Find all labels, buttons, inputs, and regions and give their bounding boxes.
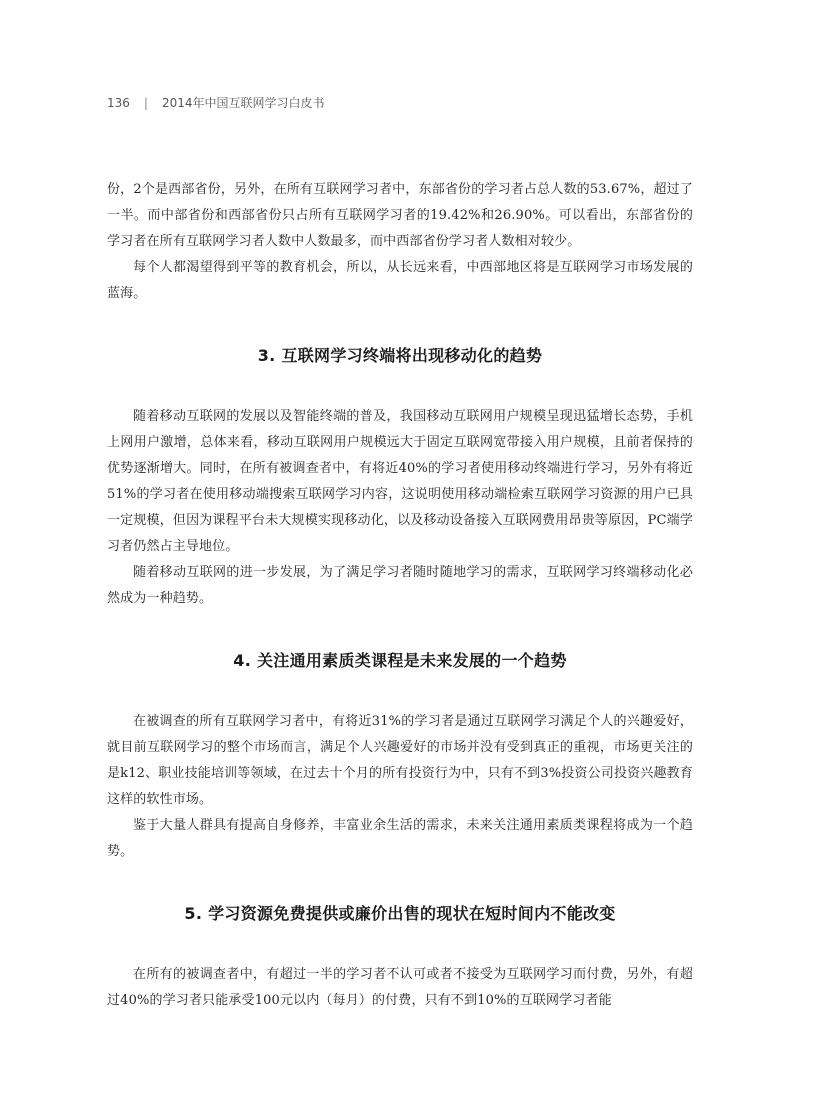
paragraph-payment-willingness: 在所有的被调查者中，有超过一半的学习者不认可或者不接受为互联网学习而付费，另外，有超过40%的学习者只能承受100元以内（每月）的付费，只有不到10%的互联网学习者能 [107, 967, 693, 1008]
paragraph-continuation: 份，2个是西部省份，另外，在所有互联网学习者中，东部省份的学习者占总人数的53.67%，超过了一半。而中部省份和西部省份只占所有互联网学习者的19.42%和26.90%。可以看出，东部省份的学习者在所有互联网学习者人数中人数最多，而中西部省份学习者人数相对较少。 [107, 182, 693, 249]
paragraph-interest-learning: 在被调查的所有互联网学习者中，有将近31%的学习者是通过互联网学习满足个人的兴趣爱好，就目前互联网学习的整个市场而言，满足个人兴趣爱好的市场并没有受到真正的重视，市场更关注的是k12、职业技能培训等领域，在过去十个月的所有投资行为中，只有不到3%投资公司投资兴趣教育这样的软性市场。 [107, 714, 693, 807]
page-body [107, 177, 693, 1014]
paragraph-mobile-conclusion: 随着移动互联网的进一步发展，为了满足学习者随时随地学习的需求，互联网学习终端移动化必然成为一种趋势。 [107, 565, 693, 606]
section-heading-free-resources: 5. 学习资源免费提供或廉价出售的现状在短时间内不能改变 [184, 904, 616, 923]
book-title: 2014年中国互联网学习白皮书 [161, 96, 325, 110]
header-separator: | [143, 96, 148, 110]
section-heading-general-courses: 4. 关注通用素质类课程是未来发展的一个趋势 [233, 651, 567, 670]
paragraph-general-courses-conclusion: 鉴于大量人群具有提高自身修养，丰富业余生活的需求，未来关注通用素质类课程将成为一个趋势。 [107, 818, 693, 859]
page-number: 136 [107, 96, 130, 110]
paragraph-mobile-internet: 随着移动互联网的发展以及智能终端的普及，我国移动互联网用户规模呈现迅猛增长态势，手机上网用户激增，总体来看，移动互联网用户规模远大于固定互联网宽带接入用户规模，且前者保持的优势逐渐增大。同时，在所有被调查者中，有将近40%的学习者使用移动终端进行学习，另外有将近51%的学习者在使用移动端搜索互联网学习内容，这说明使用移动端检索互联网学习资源的用户已具一定规模，但因为课程平台未大规模实现移动化，以及移动设备接入互联网费用昂贵等原因，PC端学习者仍然占主导地位。 [107, 409, 693, 554]
section-heading-mobile-trend: 3. 互联网学习终端将出现移动化的趋势 [257, 346, 543, 365]
running-header [107, 94, 325, 111]
paragraph-central-western-market: 每个人都渴望得到平等的教育机会，所以，从长远来看，中西部地区将是互联网学习市场发展的蓝海。 [107, 260, 693, 301]
